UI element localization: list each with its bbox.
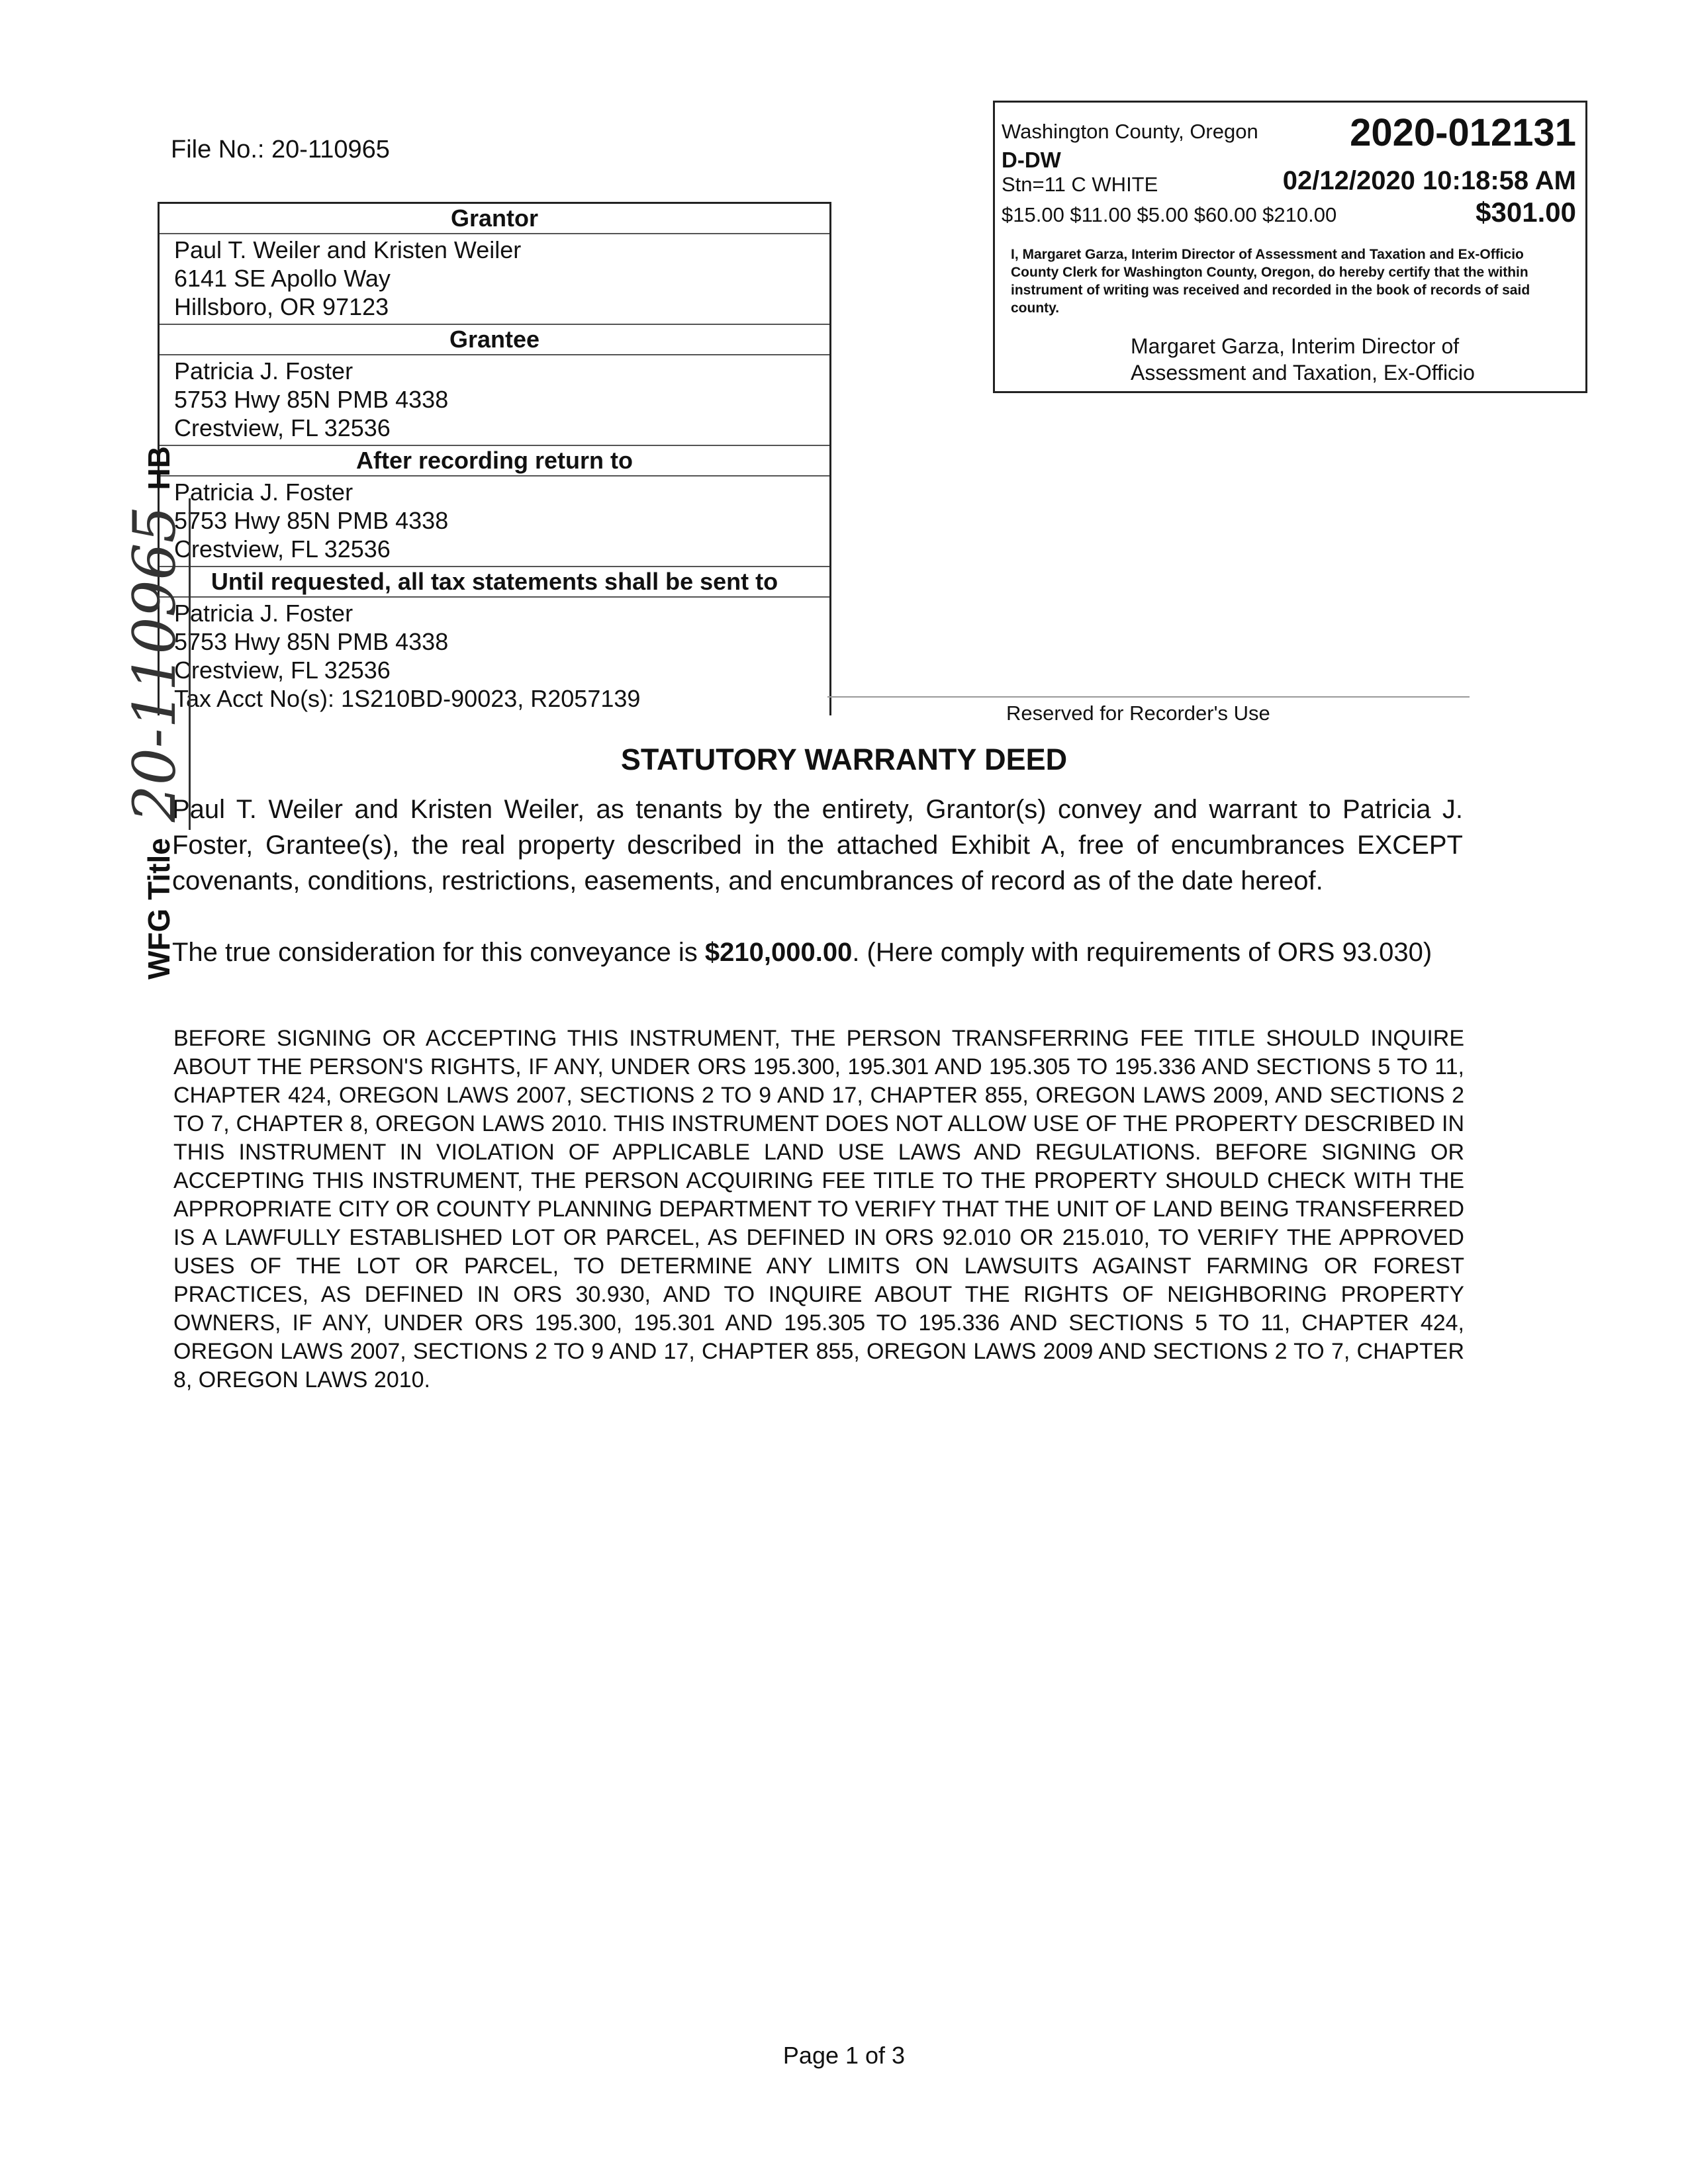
- recording-fee-total: $301.00: [1476, 197, 1576, 228]
- tax-statements-block: [160, 598, 829, 715]
- clerk-signature-block: [1131, 333, 1475, 386]
- grantor-street: 6141 SE Apollo Way: [174, 265, 391, 292]
- file-number: File No.: 20-110965: [171, 136, 390, 163]
- recording-datetime: 02/12/2020 10:18:58 AM: [1282, 166, 1576, 195]
- clerk-certification: I, Margaret Garza, Interim Director of Assessment and Taxation and Ex-Officio County Clerk for Washington County, Oregon, do hereby certify that the within instrument of writing was received and recorded in the book of records of said county.: [1011, 247, 1530, 316]
- margin-stamp-initials: HB: [142, 446, 176, 490]
- tax-street: 5753 Hwy 85N PMB 4338: [174, 628, 449, 655]
- clerk-signer-line-2: Assessment and Taxation, Ex-Officio: [1131, 361, 1475, 385]
- consideration-amount: $210,000.00: [704, 938, 853, 967]
- clerk-signer-line-1: Margaret Garza, Interim Director of: [1131, 334, 1460, 358]
- return-to-heading: After recording return to: [160, 445, 829, 477]
- return-to-block: [160, 477, 829, 566]
- return-to-name: Patricia J. Foster: [174, 478, 353, 506]
- margin-stamp-label: WFG Title: [142, 838, 176, 979]
- tax-city: Crestview, FL 32536: [174, 657, 391, 684]
- consideration-paragraph: [172, 934, 1463, 970]
- grantee-name: Patricia J. Foster: [174, 357, 353, 385]
- return-to-street: 5753 Hwy 85N PMB 4338: [174, 507, 449, 534]
- recording-number: 2020-012131: [1350, 111, 1576, 154]
- margin-file-stamp: [120, 446, 191, 979]
- recording-station: Stn=11 C WHITE: [1002, 173, 1158, 196]
- recording-county: Washington County, Oregon: [1002, 120, 1258, 143]
- reserved-for-recorder-label: Reserved for Recorder's Use: [1006, 702, 1270, 725]
- recorder-stamp-box: [993, 101, 1587, 393]
- return-to-city: Crestview, FL 32536: [174, 535, 391, 563]
- grantee-city: Crestview, FL 32536: [174, 414, 391, 441]
- document-type: D-DW: [1002, 148, 1061, 172]
- grantor-heading: Grantor: [160, 204, 829, 234]
- grantor-block: [160, 234, 829, 324]
- document-title: STATUTORY WARRANTY DEED: [620, 743, 1068, 776]
- grantee-block: [160, 355, 829, 445]
- tax-account-numbers: Tax Acct No(s): 1S210BD-90023, R2057139: [174, 685, 641, 712]
- party-info-table: [158, 202, 831, 715]
- conveyance-paragraph: Paul T. Weiler and Kristen Weiler, as tenants by the entirety, Grantor(s) convey and warrant to Patricia J. Foster, Grantee(s), the real property described in the attached Exhibit A, free of encumbrances EXCEPT covenants, conditions, restrictions, easements, and encumbrances of record as of the date hereof.: [172, 795, 1463, 895]
- tax-statements-heading: Until requested, all tax statements shall be sent to: [160, 566, 829, 598]
- consideration-prefix: The true consideration for this conveyance is: [172, 938, 705, 967]
- grantee-street: 5753 Hwy 85N PMB 4338: [174, 386, 449, 413]
- land-use-notice: BEFORE SIGNING OR ACCEPTING THIS INSTRUMENT, THE PERSON TRANSFERRING FEE TITLE SHOULD INQUIRE ABOUT THE PERSON'S RIGHTS, IF ANY, UNDER ORS 195.300, 195.301 AND 195.305 TO 195.336 AND SECTIONS 5 TO 11, CHAPTER 424, OREGON LAWS 2007, SECTIONS 2 TO 9 AND 17, CHAPTER 855, OREGON LAWS 2009, AND SECTIONS 2 TO 7, CHAPTER 8, OREGON LAWS 2010. THIS INSTRUMENT DOES NOT ALLOW USE OF THE PROPERTY DESCRIBED IN THIS INSTRUMENT IN VIOLATION OF APPLICABLE LAND USE LAWS AND REGULATIONS. BEFORE SIGNING OR ACCEPTING THIS INSTRUMENT, THE PERSON ACQUIRING FEE TITLE TO THE PROPERTY SHOULD CHECK WITH THE APPROPRIATE CITY OR COUNTY PLANNING DEPARTMENT TO VERIFY THAT THE UNIT OF LAND BEING TRANSFERRED IS A LAWFULLY ESTABLISHED LOT OR PARCEL, AS DEFINED IN ORS 92.010 OR 215.010, TO VERIFY THE APPROVED USES OF THE LOT OR PARCEL, TO DETERMINE ANY LIMITS ON LAWSUITS AGAINST FARMING OR FOREST PRACTICES, AS DEFINED IN ORS 30.930, AND TO INQUIRE ABOUT THE RIGHTS OF NEIGHBORING PROPERTY OWNERS, IF ANY, UNDER ORS 195.300, 195.301 AND 195.305 TO 195.336 AND SECTIONS 5 TO 11, CHAPTER 424, OREGON LAWS 2007, SECTIONS 2 TO 9 AND 17, CHAPTER 855, OREGON LAWS 2009 AND SECTIONS 2 TO 7, CHAPTER 8, OREGON LAWS 2010.: [173, 1026, 1464, 1392]
- grantor-city: Hillsboro, OR 97123: [174, 293, 389, 320]
- consideration-suffix: . (Here comply with requirements of ORS 93.030): [852, 938, 1432, 967]
- grantor-name: Paul T. Weiler and Kristen Weiler: [174, 236, 522, 263]
- handwritten-file-number: 20-110965: [120, 498, 191, 831]
- tax-name: Patricia J. Foster: [174, 600, 353, 627]
- recorder-reserved-divider: [827, 696, 1470, 698]
- recording-fees: $15.00 $11.00 $5.00 $60.00 $210.00: [1002, 203, 1337, 226]
- page-number: Page 1 of 3: [782, 2042, 906, 2069]
- grantee-heading: Grantee: [160, 324, 829, 355]
